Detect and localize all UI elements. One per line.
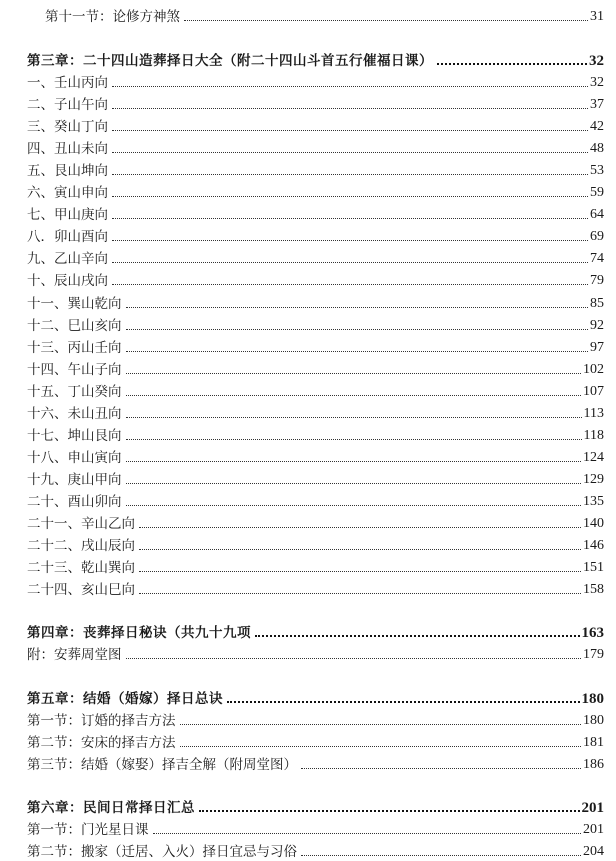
toc-page-number: 181 bbox=[583, 735, 604, 750]
dot-leader bbox=[112, 217, 588, 219]
dot-leader bbox=[126, 350, 589, 352]
toc-page-number: 180 bbox=[583, 713, 604, 728]
toc-entry[interactable] bbox=[27, 335, 604, 357]
toc-entry[interactable] bbox=[27, 136, 604, 158]
dot-leader bbox=[437, 62, 587, 65]
dot-leader bbox=[112, 283, 588, 285]
toc-entry-title: 附：安葬周堂图 bbox=[27, 647, 122, 663]
toc-chapter-entry[interactable] bbox=[27, 686, 604, 708]
toc-entry[interactable] bbox=[27, 817, 604, 839]
toc-page-number: 135 bbox=[583, 494, 604, 509]
toc-entry-title: 二、子山午向 bbox=[27, 97, 108, 113]
toc-entry-title: 十、辰山戌向 bbox=[27, 273, 108, 289]
toc-entry-title: 第三章：二十四山造葬择日大全（附二十四山斗首五行催福日课） bbox=[27, 53, 433, 69]
toc-page-number: 48 bbox=[590, 141, 604, 156]
toc-page-number: 42 bbox=[590, 119, 604, 134]
toc-page-number: 74 bbox=[590, 251, 604, 266]
toc-entry[interactable] bbox=[27, 180, 604, 202]
toc-entry-title: 四、丑山未向 bbox=[27, 141, 108, 157]
toc-page-number: 102 bbox=[583, 362, 604, 377]
toc-page-number: 37 bbox=[590, 97, 604, 112]
dot-leader bbox=[180, 745, 582, 747]
toc-entry[interactable] bbox=[27, 92, 604, 114]
dot-leader bbox=[126, 482, 582, 484]
dot-leader bbox=[126, 306, 589, 308]
toc-page-number: 204 bbox=[583, 844, 604, 859]
toc-page-number: 107 bbox=[583, 384, 604, 399]
toc-entry[interactable] bbox=[27, 839, 604, 861]
toc-entry-title: 二十二、戌山辰向 bbox=[27, 538, 135, 554]
toc-entry-title: 第二节：搬家（迁居、入火）择日宜忌与习俗 bbox=[27, 844, 297, 860]
toc-entry[interactable] bbox=[27, 489, 604, 511]
toc-entry-title: 第六章：民间日常择日汇总 bbox=[27, 800, 195, 816]
toc-entry[interactable] bbox=[27, 158, 604, 180]
dot-leader bbox=[126, 504, 582, 506]
dot-leader bbox=[126, 416, 582, 418]
toc-entry-title: 三、癸山丁向 bbox=[27, 119, 108, 135]
toc-page-number: 163 bbox=[581, 625, 604, 641]
toc-entry-title: 十一、巽山乾向 bbox=[27, 296, 122, 312]
toc-entry[interactable] bbox=[27, 224, 604, 246]
toc-entry-title: 五、艮山坤向 bbox=[27, 163, 108, 179]
toc-page-number: 118 bbox=[583, 428, 604, 443]
dot-leader bbox=[301, 767, 581, 769]
dot-leader bbox=[126, 460, 582, 462]
toc-chapter-entry[interactable] bbox=[27, 48, 604, 70]
toc-entry[interactable] bbox=[45, 4, 604, 26]
toc-entry-title: 二十、酉山卯向 bbox=[27, 494, 122, 510]
toc-page-number: 69 bbox=[590, 229, 604, 244]
dot-leader bbox=[139, 592, 581, 594]
toc-entry[interactable] bbox=[27, 268, 604, 290]
toc-entry-title: 一、壬山丙向 bbox=[27, 75, 108, 91]
toc-entry-title: 十七、坤山艮向 bbox=[27, 428, 122, 444]
toc-entry-title: 第五章：结婚（婚嫁）择日总诀 bbox=[27, 691, 223, 707]
toc-entry[interactable] bbox=[27, 291, 604, 313]
toc-page-number: 179 bbox=[583, 647, 604, 662]
toc-entry-title: 二十一、辛山乙向 bbox=[27, 516, 135, 532]
toc-page-number: 79 bbox=[590, 273, 604, 288]
dot-leader bbox=[126, 328, 589, 330]
dot-leader bbox=[126, 372, 582, 374]
toc-entry-title: 二十三、乾山巽向 bbox=[27, 560, 135, 576]
toc-entry-title: 十九、庚山甲向 bbox=[27, 472, 122, 488]
toc-entry[interactable] bbox=[27, 752, 604, 774]
toc-page-number: 31 bbox=[590, 9, 604, 24]
dot-leader bbox=[255, 634, 580, 637]
toc-entry[interactable] bbox=[27, 246, 604, 268]
toc-page-number: 129 bbox=[583, 472, 604, 487]
toc-entry[interactable] bbox=[27, 114, 604, 136]
toc-page-number: 32 bbox=[589, 53, 604, 69]
toc-entry-title: 二十四、亥山巳向 bbox=[27, 582, 135, 598]
toc-entry-title: 第一节：门光星日课 bbox=[27, 822, 149, 838]
toc-page-number: 151 bbox=[583, 560, 604, 575]
toc-entry-title: 十六、未山丑向 bbox=[27, 406, 122, 422]
toc-entry[interactable] bbox=[27, 445, 604, 467]
dot-leader bbox=[126, 394, 582, 396]
toc-page-number: 97 bbox=[590, 340, 604, 355]
toc-page-number: 32 bbox=[590, 75, 604, 90]
toc-entry-title: 第三节：结婚（嫁娶）择吉全解（附周堂图） bbox=[27, 757, 297, 773]
toc-page-number: 140 bbox=[583, 516, 604, 531]
toc-entry[interactable] bbox=[27, 313, 604, 335]
dot-leader bbox=[301, 854, 581, 856]
dot-leader bbox=[227, 700, 580, 703]
toc-entry[interactable] bbox=[27, 379, 604, 401]
dot-leader bbox=[126, 438, 582, 440]
toc-page-number: 201 bbox=[581, 800, 604, 816]
dot-leader bbox=[112, 129, 588, 131]
dot-leader bbox=[139, 548, 581, 550]
toc-entry-title: 第四章：丧葬择日秘诀（共九十九项 bbox=[27, 625, 251, 641]
dot-leader bbox=[112, 107, 588, 109]
toc-page-number: 113 bbox=[583, 406, 604, 421]
toc-entry-title: 十三、丙山壬向 bbox=[27, 340, 122, 356]
toc-entry[interactable] bbox=[27, 730, 604, 752]
dot-leader bbox=[139, 526, 581, 528]
toc-entry[interactable] bbox=[27, 423, 604, 445]
toc-page-number: 59 bbox=[590, 185, 604, 200]
toc-entry[interactable] bbox=[27, 202, 604, 224]
toc-entry-title: 十四、午山子向 bbox=[27, 362, 122, 378]
toc-entry[interactable] bbox=[27, 555, 604, 577]
toc-page-number: 64 bbox=[590, 207, 604, 222]
dot-leader bbox=[112, 239, 588, 241]
toc-page-number: 201 bbox=[583, 822, 604, 837]
toc-entry[interactable] bbox=[27, 401, 604, 423]
toc-chapter-entry[interactable] bbox=[27, 620, 604, 642]
toc-entry[interactable] bbox=[27, 357, 604, 379]
toc-entry[interactable] bbox=[27, 70, 604, 92]
toc-entry[interactable] bbox=[27, 642, 604, 664]
dot-leader bbox=[199, 809, 580, 812]
toc-entry[interactable] bbox=[27, 533, 604, 555]
toc-chapter-entry[interactable] bbox=[27, 795, 604, 817]
dot-leader bbox=[184, 19, 588, 21]
dot-leader bbox=[139, 570, 581, 572]
dot-leader bbox=[112, 195, 588, 197]
toc-entry[interactable] bbox=[27, 708, 604, 730]
toc-page-number: 92 bbox=[590, 318, 604, 333]
toc-page-number: 146 bbox=[583, 538, 604, 553]
dot-leader bbox=[153, 832, 582, 834]
toc-page-number: 53 bbox=[590, 163, 604, 178]
toc-entry-title: 第十一节：论修方神煞 bbox=[45, 9, 180, 25]
toc-entry-title: 九、乙山辛向 bbox=[27, 251, 108, 267]
toc-entry[interactable] bbox=[27, 467, 604, 489]
dot-leader bbox=[112, 85, 588, 87]
toc-entry[interactable] bbox=[27, 577, 604, 599]
dot-leader bbox=[126, 657, 582, 659]
toc-entry-title: 十二、巳山亥向 bbox=[27, 318, 122, 334]
toc-entry-title: 十八、申山寅向 bbox=[27, 450, 122, 466]
toc-page-number: 180 bbox=[581, 691, 604, 707]
toc-entry-title: 七、甲山庚向 bbox=[27, 207, 108, 223]
dot-leader bbox=[180, 723, 582, 725]
dot-leader bbox=[112, 173, 588, 175]
toc-entry-title: 十五、丁山癸向 bbox=[27, 384, 122, 400]
toc-entry[interactable] bbox=[27, 511, 604, 533]
toc-page-number: 186 bbox=[583, 757, 604, 772]
toc-page-number: 124 bbox=[583, 450, 604, 465]
toc-page-number: 158 bbox=[583, 582, 604, 597]
toc-entry-title: 六、寅山申向 bbox=[27, 185, 108, 201]
dot-leader bbox=[112, 151, 588, 153]
toc-entry-title: 第二节：安床的择吉方法 bbox=[27, 735, 176, 751]
toc-entry-title: 第一节：订婚的择吉方法 bbox=[27, 713, 176, 729]
toc-entry-title: 八．卯山酉向 bbox=[27, 229, 108, 245]
toc-page-number: 85 bbox=[590, 296, 604, 311]
dot-leader bbox=[112, 261, 588, 263]
